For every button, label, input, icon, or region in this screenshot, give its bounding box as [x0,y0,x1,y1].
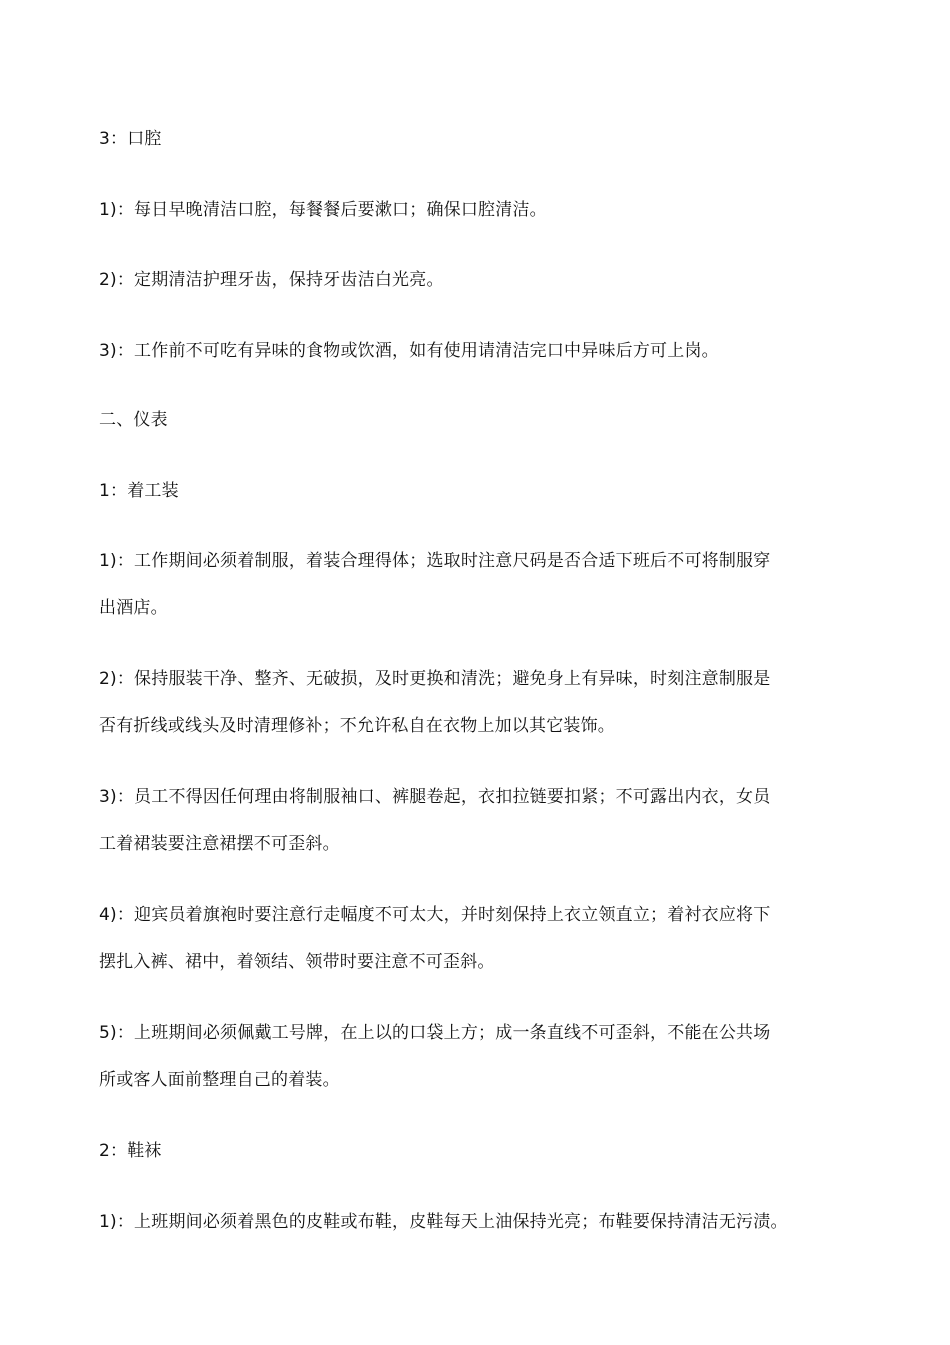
paragraph-line: 2)：保持服装干净、整齐、无破损，及时更换和清洗；避免身上有异味，时刻注意制服是 [99,669,771,689]
paragraph-line: 工着裙装要注意裙摆不可歪斜。 [99,834,340,854]
paragraph-line: 否有折线或线头及时清理修补；不允许私自在衣物上加以其它装饰。 [99,716,615,736]
paragraph-line: 3)：员工不得因任何理由将制服袖口、裤腿卷起，衣扣拉链要扣紧；不可露出内衣，女员 [99,787,771,807]
paragraph-line: 2)：定期清洁护理牙齿，保持牙齿洁白光亮。 [99,270,444,290]
paragraph-line: 4)：迎宾员着旗袍时要注意行走幅度不可太大，并时刻保持上衣立领直立；着衬衣应将下 [99,905,771,925]
paragraph-line: 5)：上班期间必须佩戴工号牌，在上以的口袋上方；成一条直线不可歪斜，不能在公共场 [99,1023,771,1043]
paragraph-line: 摆扎入裤、裙中，着领结、领带时要注意不可歪斜。 [99,952,495,972]
subsection-heading-shoes-socks: 2：鞋袜 [99,1141,162,1161]
paragraph-line: 3)：工作前不可吃有异味的食物或饮酒，如有使用请清洁完口中异味后方可上岗。 [99,341,719,361]
paragraph-line: 所或客人面前整理自己的着装。 [99,1070,340,1090]
paragraph-line: 1)：工作期间必须着制服，着装合理得体；选取时注意尺码是否合适下班后不可将制服穿 [99,551,771,571]
section-heading-oral: 3：口腔 [99,129,162,149]
subsection-heading-uniform: 1：着工装 [99,481,179,501]
paragraph-line: 出酒店。 [99,598,168,618]
paragraph-line: 1)：上班期间必须着黑色的皮鞋或布鞋，皮鞋每天上油保持光亮；布鞋要保持清洁无污渍。 [99,1212,788,1232]
section-heading-appearance: 二、仪表 [99,410,168,430]
paragraph-line: 1)：每日早晚清洁口腔，每餐餐后要漱口；确保口腔清洁。 [99,200,547,220]
